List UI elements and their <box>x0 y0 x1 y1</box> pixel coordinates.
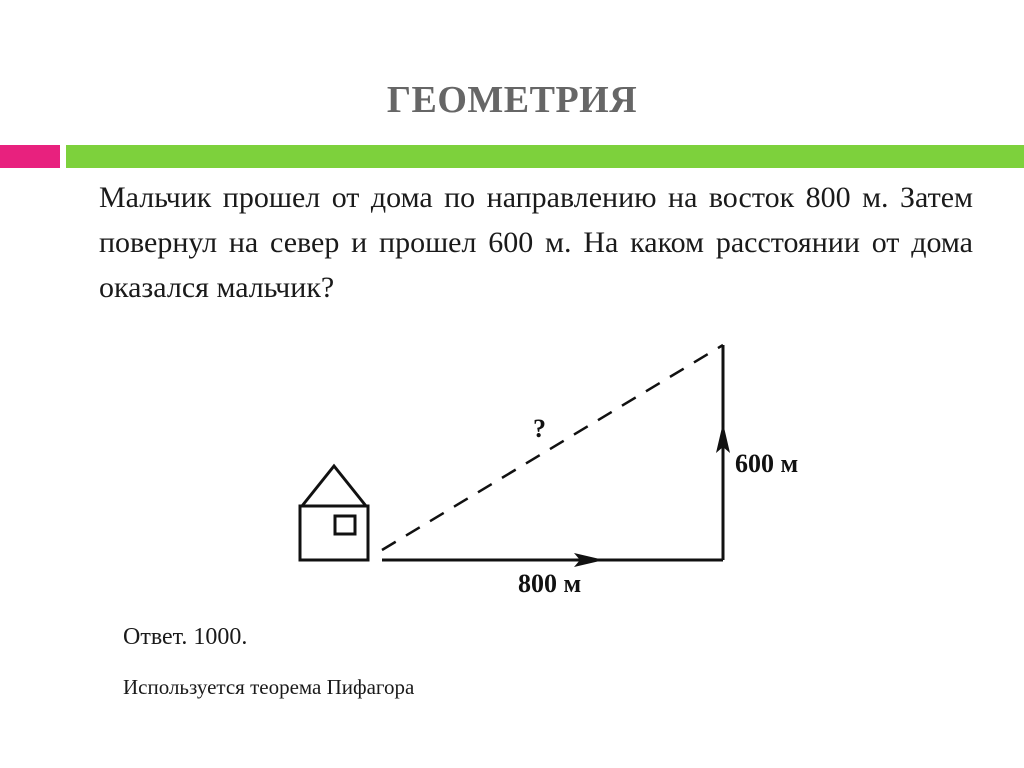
slide-title: ГЕОМЕТРИЯ <box>386 79 638 121</box>
east-distance-label: 800 м <box>518 569 582 598</box>
house-icon <box>300 466 368 560</box>
answer-text: Ответ. 1000. <box>123 624 248 650</box>
north-distance-label: 600 м <box>735 449 799 478</box>
theorem-note: Используется теорема Пифагора <box>123 675 415 699</box>
unknown-distance-label: ? <box>533 414 546 443</box>
hypotenuse-line <box>382 345 723 550</box>
problem-text: Мальчик прошел от дома по направлению на восток 800 м. Затем повернул на север и прошел 600 м. На каком расстоянии от дома оказался мальчик? <box>99 181 973 304</box>
